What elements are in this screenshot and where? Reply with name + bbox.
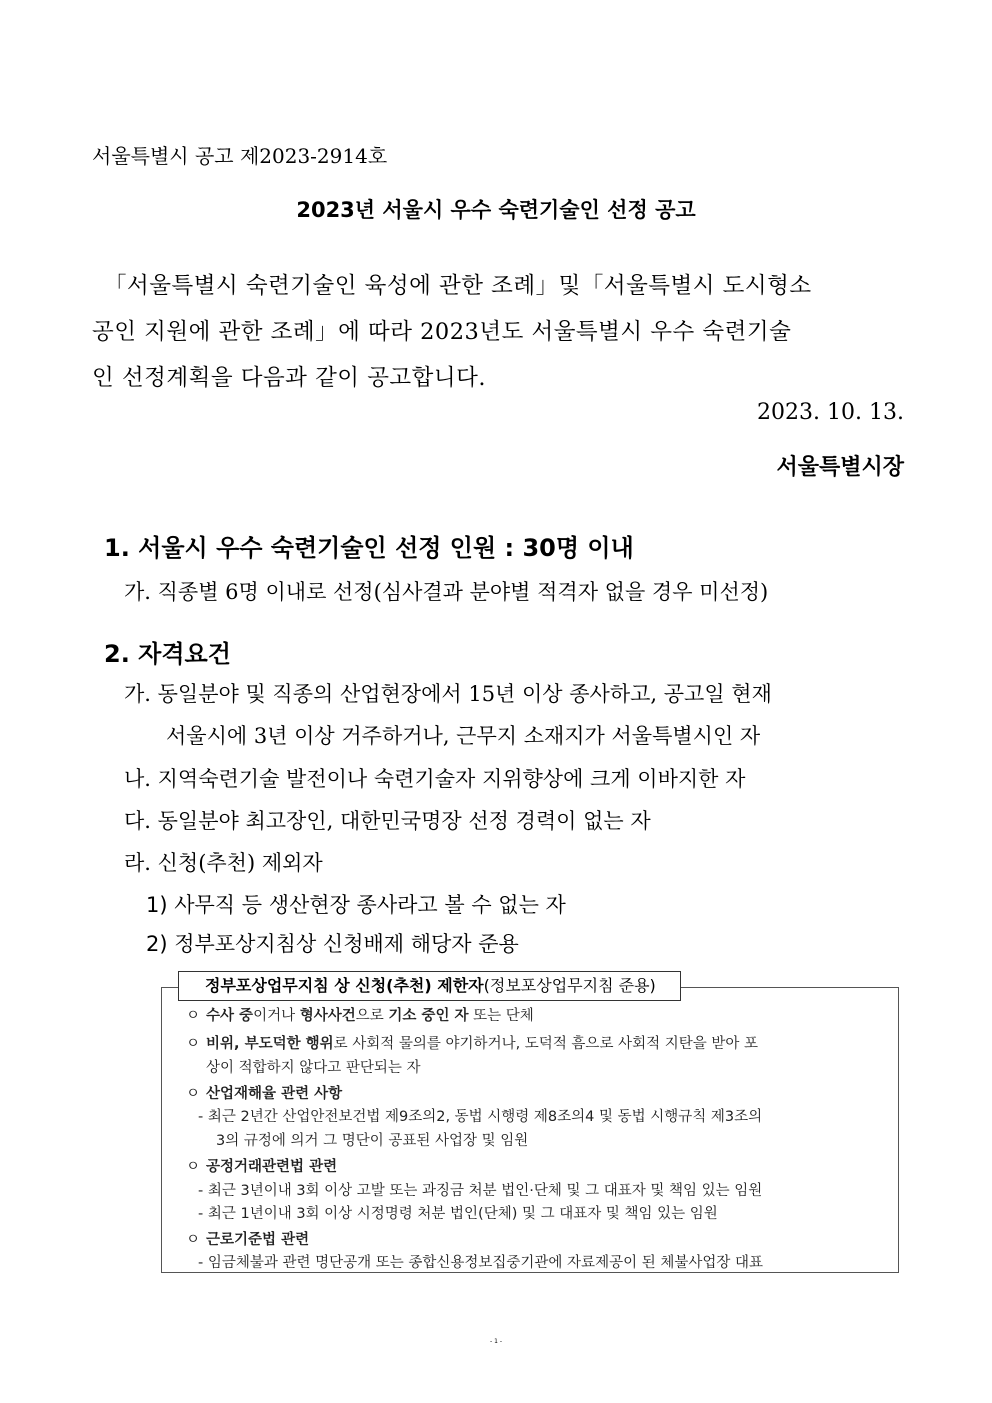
box-bullet-3: [186, 1082, 342, 1103]
box-bullet-5: [186, 1228, 309, 1249]
section-2-item-d-2: 2) 정부포상지침상 신청배제 해당자 준용: [146, 932, 519, 956]
box-bullet-2-line-2: 상이 적합하지 않다고 판단되는 자: [206, 1060, 421, 1076]
bullet-icon: ㅇ: [186, 1159, 201, 1175]
b2-text: 로 사회적 물의를 야기하거나, 도덕적 흠으로 사회적 지탄을 받아 포: [333, 1036, 758, 1052]
section-2-item-a-line-2: 서울시에 3년 이상 거주하거나, 근무지 소재지가 서울특별시인 자: [166, 724, 761, 748]
b4-title: 공정거래관련법 관련: [206, 1159, 338, 1175]
b1-text-3: 또는 단체: [468, 1008, 534, 1024]
box-bullet-1: [186, 1004, 534, 1025]
b1-bold-1: 수사 중: [206, 1008, 254, 1024]
section-1-title: 1. 서울시 우수 숙련기술인 선정 인원 : 30명 이내: [104, 534, 634, 562]
intro-line-2: 공인 지원에 관한 조례」에 따라 2023년도 서울특별시 우수 숙련기술: [92, 319, 792, 345]
section-2-title: 2. 자격요건: [104, 640, 231, 668]
bullet-icon: ㅇ: [186, 1008, 201, 1024]
page-number: - 1 -: [490, 1338, 502, 1345]
section-2-item-d-1: 1) 사무직 등 생산현장 종사라고 볼 수 없는 자: [146, 893, 566, 917]
notice-number: 서울특별시 공고 제2023-2914호: [92, 144, 388, 168]
document-title: 2023년 서울시 우수 숙련기술인 선정 공고: [296, 198, 696, 222]
b1-text-1: 이거나: [253, 1008, 300, 1024]
issuer: 서울특별시장: [776, 454, 904, 480]
section-2-item-b: 나. 지역숙련기술 발전이나 숙련기술자 지위향상에 크게 이바지한 자: [124, 767, 746, 791]
b2-bold: 비위, 부도덕한 행위: [206, 1036, 334, 1052]
b5-title: 근로기준법 관련: [206, 1232, 310, 1248]
b1-bold-3: 기소 중인 자: [388, 1008, 469, 1024]
notice-date: 2023. 10. 13.: [757, 400, 904, 425]
box-bullet-4-line-1: - 최근 3년이내 3회 이상 고발 또는 과징금 처분 법인·단체 및 그 대표자 및 책임 있는 임원: [198, 1183, 763, 1199]
box-bullet-2: [186, 1032, 758, 1053]
bullet-icon: ㅇ: [186, 1036, 201, 1052]
box-bullet-4: [186, 1155, 337, 1176]
box-title-rest: (정보포상업무지침 준용): [483, 976, 656, 995]
box-bullet-3-line-1: - 최근 2년간 산업안전보건법 제9조의2, 동법 시행령 제8조의4 및 동법 시행규칙 제3조의: [198, 1109, 763, 1125]
section-2-item-c: 다. 동일분야 최고장인, 대한민국명장 선정 경력이 없는 자: [124, 809, 651, 833]
box-title-bold: 정부포상업무지침 상 신청(추천) 제한자: [205, 976, 484, 995]
box-bullet-5-line-1: - 임금체불과 관련 명단공개 또는 종합신용정보집중기관에 자료제공이 된 체불사업장 대표: [198, 1255, 763, 1271]
b1-bold-2: 형사사건: [299, 1008, 356, 1024]
bullet-icon: ㅇ: [186, 1086, 201, 1102]
box-bullet-3-line-2: 3의 규정에 의거 그 명단이 공표된 사업장 및 임원: [216, 1133, 529, 1149]
b3-title: 산업재해율 관련 사항: [206, 1086, 343, 1102]
bullet-icon: ㅇ: [186, 1232, 201, 1248]
restriction-box-title: [178, 971, 681, 1001]
section-2-item-d: 라. 신청(추천) 제외자: [124, 851, 323, 875]
section-2-item-a-line-1: 가. 동일분야 및 직종의 산업현장에서 15년 이상 종사하고, 공고일 현재: [124, 682, 772, 706]
b1-text-2: 으로: [355, 1008, 389, 1024]
intro-line-1: 「서울특별시 숙련기술인 육성에 관한 조례」및「서울특별시 도시형소: [104, 273, 812, 299]
section-1-item-a: 가. 직종별 6명 이내로 선정(심사결과 분야별 적격자 없을 경우 미선정): [124, 580, 769, 604]
intro-line-3: 인 선정계획을 다음과 같이 공고합니다.: [92, 365, 487, 391]
box-bullet-4-line-2: - 최근 1년이내 3회 이상 시정명령 처분 법인(단체) 및 그 대표자 및 책임 있는 임원: [198, 1206, 718, 1222]
